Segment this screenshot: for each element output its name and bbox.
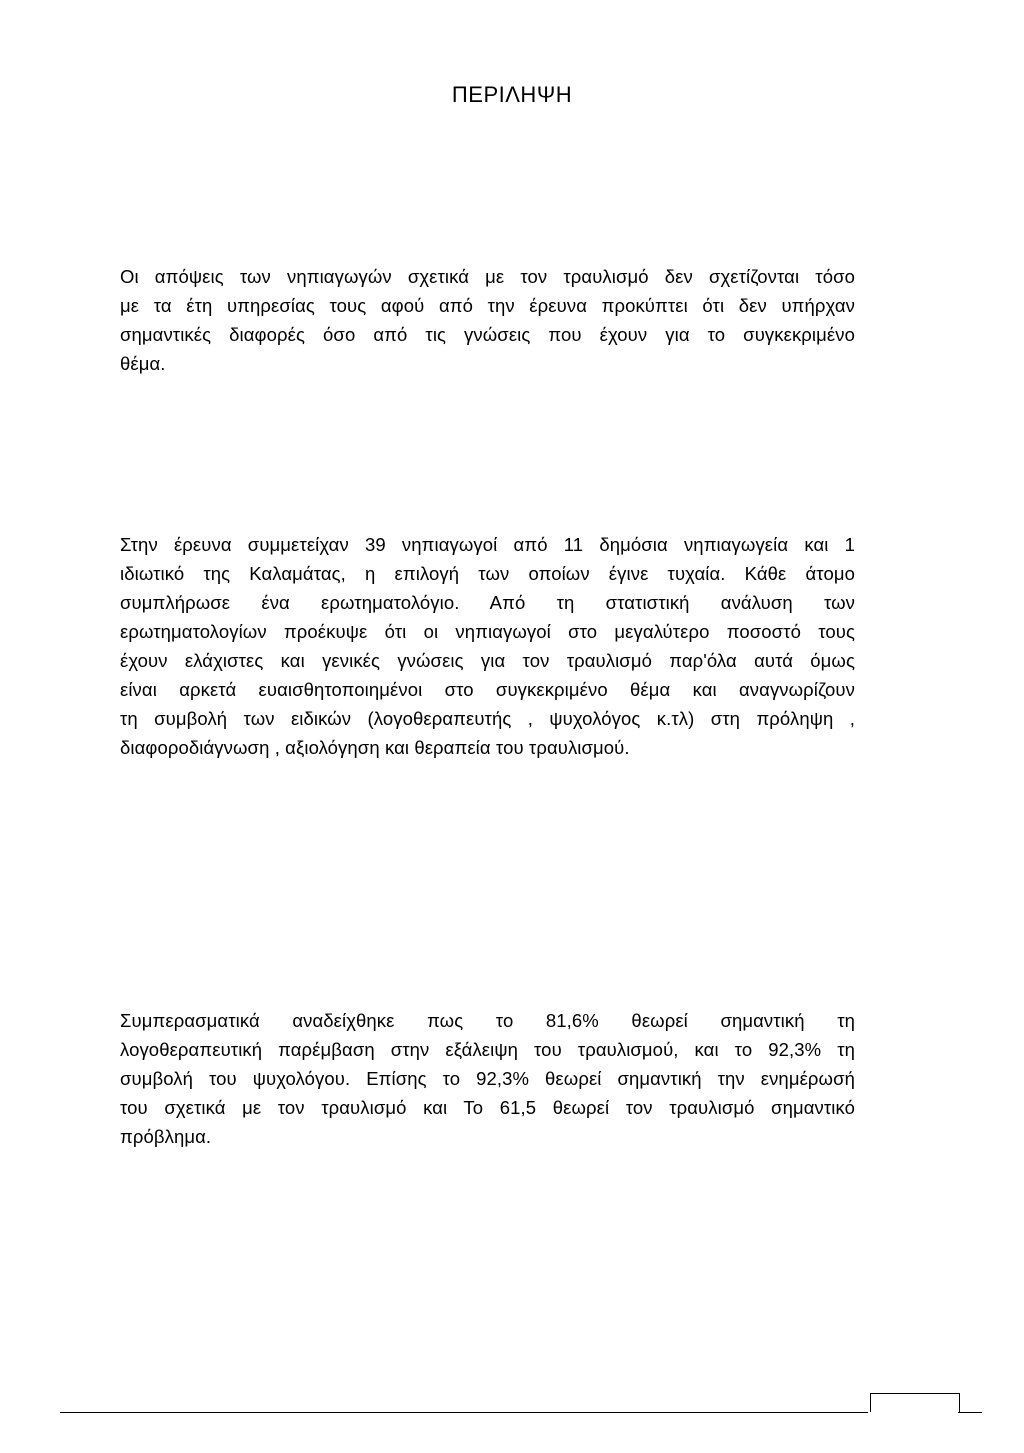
paragraph-line: ερωτηματολογίων προέκυψε ότι οι νηπιαγωγοί στο μεγαλύτερο ποσοστό τους: [120, 621, 855, 642]
paragraph-line: λογοθεραπευτική παρέμβαση στην εξάλειψη του τραυλισμού, και το 92,3% τη: [120, 1039, 855, 1060]
paragraph-line: του σχετικά με τον τραυλισμό και Το 61,5 θεωρεί τον τραυλισμό σημαντικό: [120, 1097, 855, 1118]
footer-rule-right: [958, 1412, 982, 1413]
footer-rule: [60, 1412, 868, 1413]
paragraph-line: έχουν ελάχιστες και γενικές γνώσεις για τον τραυλισμό παρ'όλα αυτά όμως: [120, 650, 855, 671]
paragraph-line: συμβολή του ψυχολόγου. Επίσης το 92,3% θεωρεί σημαντική την ενημέρωσή: [120, 1068, 855, 1089]
paragraph-line: τη συμβολή των ειδικών (λογοθεραπευτής , ψυχολόγος κ.τλ) στη πρόληψη ,: [120, 708, 855, 729]
page-title: ΠΕΡΙΛΗΨΗ: [451, 82, 573, 107]
paragraph-line: διαφοροδιάγνωση , αξιολόγηση και θεραπεία του τραυλισμού.: [120, 737, 630, 758]
paragraph-line: ιδιωτικό της Καλαμάτας, η επιλογή των οποίων έγινε τυχαία. Κάθε άτομο: [120, 563, 855, 584]
footer-bracket-mark: [870, 1393, 960, 1412]
paragraph-3: [120, 1006, 855, 1151]
paragraph-line: είναι αρκετά ευαισθητοποιημένοι στο συγκεκριμένο θέμα και αναγνωρίζουν: [120, 679, 855, 700]
paragraph-1: [120, 262, 855, 378]
paragraph-line: πρόβλημα.: [120, 1126, 212, 1147]
paragraph-line: συμπλήρωσε ένα ερωτηματολόγιο. Από τη στατιστική ανάλυση των: [120, 592, 855, 613]
paragraph-line: σημαντικές διαφορές όσο από τις γνώσεις που έχουν για το συγκεκριμένο: [120, 324, 855, 345]
paragraph-line: Συμπερασματικά αναδείχθηκε πως το 81,6% θεωρεί σημαντική τη: [120, 1010, 855, 1031]
paragraph-line: Στην έρευνα συμμετείχαν 39 νηπιαγωγοί από 11 δημόσια νηπιαγωγεία και 1: [120, 534, 855, 555]
paragraph-line: Οι απόψεις των νηπιαγωγών σχετικά με τον τραυλισμό δεν σχετίζονται τόσο: [120, 266, 855, 287]
paragraph-2: [120, 530, 855, 762]
paragraph-line: με τα έτη υπηρεσίας τους αφού από την έρευνα προκύπτει ότι δεν υπήρχαν: [120, 295, 855, 316]
paragraph-line: θέμα.: [120, 353, 166, 374]
